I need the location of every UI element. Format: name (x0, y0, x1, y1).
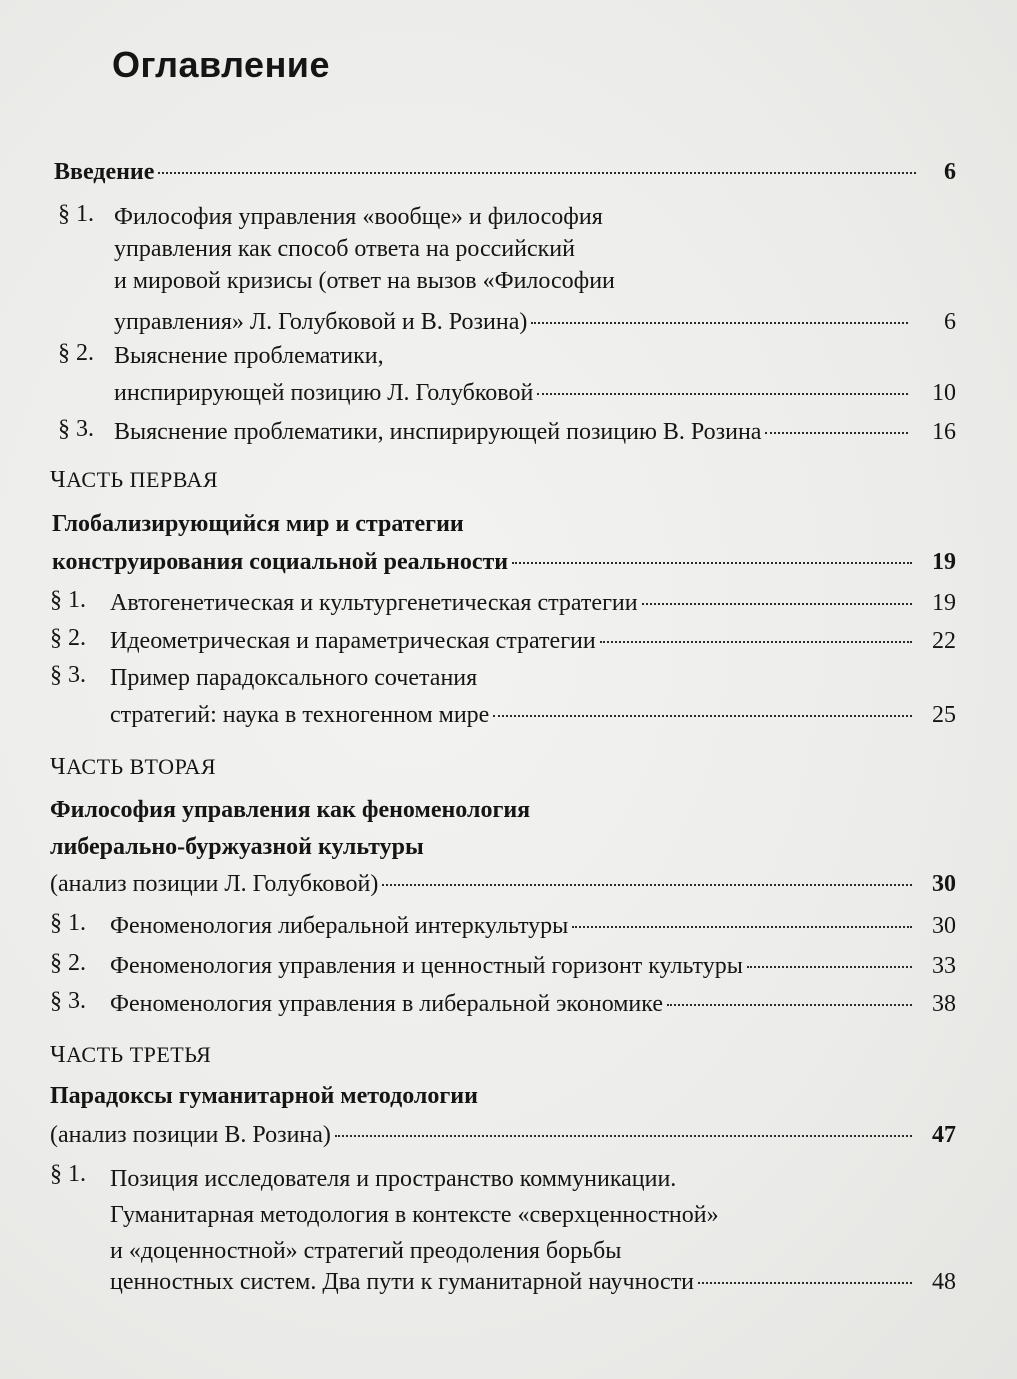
toc-entry[interactable] (114, 416, 956, 448)
leader-dots (667, 1004, 912, 1006)
leader-dots (493, 715, 912, 717)
entry-line: Выяснение проблематики, (114, 343, 384, 369)
entry-line: Философия управления «вообще» и философия (114, 204, 603, 230)
leader-dots (158, 172, 916, 174)
entry-line: Автогенетическая и культургенетическая стратегии (110, 590, 638, 616)
leader-dots (531, 322, 908, 324)
leader-dots (698, 1282, 912, 1284)
leader-dots (335, 1135, 912, 1137)
section-number: § 3. (50, 988, 86, 1014)
part-subtitle: (анализ позиции Л. Голубковой) (50, 871, 379, 897)
part-title[interactable] (50, 1080, 478, 1112)
page-number: 10 (932, 380, 956, 406)
intro-entry[interactable] (54, 156, 956, 188)
section-number: § 3. (50, 662, 86, 688)
section-number: § 2. (50, 950, 86, 976)
leader-dots (512, 562, 912, 564)
entry-line: и «доценностной» стратегий преодоления борьбы (110, 1238, 622, 1264)
section-number: § 2. (50, 625, 86, 651)
toc-entry-last-line[interactable] (114, 306, 956, 338)
section-number: § 2. (58, 340, 94, 366)
entry-line: Феноменология либеральной интеркультуры (110, 913, 569, 939)
intro-label: Введение (54, 159, 155, 185)
toc-entry[interactable] (110, 910, 956, 942)
toc-entry[interactable] (114, 340, 384, 372)
entry-line: Гуманитарная методология в контексте «сверхценностной» (110, 1202, 719, 1228)
part-subtitle-line[interactable] (50, 868, 956, 900)
leader-dots (537, 393, 908, 395)
section-number: § 1. (50, 910, 86, 936)
entry-line: управления как способ ответа на российский (114, 236, 575, 262)
page-number: 22 (932, 628, 956, 654)
section-number: § 1. (50, 587, 86, 613)
part-label: ЧАСТЬ ТРЕТЬЯ (50, 1042, 212, 1068)
leader-dots (642, 603, 912, 605)
toc-entry-last-line[interactable] (114, 377, 956, 409)
toc-entry[interactable] (110, 662, 477, 694)
leader-dots (382, 884, 912, 886)
page-number: 33 (932, 953, 956, 979)
entry-line: Феноменология управления в либеральной экономике (110, 991, 663, 1017)
page-number: 38 (932, 991, 956, 1017)
leader-dots (747, 966, 912, 968)
entry-line: инспирирующей позицию Л. Голубковой (114, 380, 534, 406)
page-title: Оглавление (112, 44, 330, 85)
toc-entry[interactable] (110, 587, 956, 619)
entry-line: и мировой кризисы (ответ на вызов «Философии (114, 268, 615, 294)
page-number: 25 (932, 702, 956, 728)
section-number: § 3. (58, 416, 94, 442)
toc-entry[interactable] (110, 988, 956, 1020)
page-number: 48 (932, 1269, 956, 1295)
part-title-last-line[interactable] (52, 546, 956, 578)
part-title-line: либерально-буржуазной культуры (50, 834, 424, 860)
toc-entry-last-line[interactable] (110, 1266, 956, 1298)
entry-line: Идеометрическая и параметрическая стратегии (110, 628, 596, 654)
entry-line: управления» Л. Голубковой и В. Розина) (114, 309, 528, 335)
page-number: 30 (932, 871, 956, 897)
part-title-line: Парадоксы гуманитарной методологии (50, 1083, 478, 1109)
toc-entry[interactable] (114, 201, 615, 297)
entry-line: ценностных систем. Два пути к гуманитарной научности (110, 1269, 695, 1295)
page-number: 19 (932, 549, 956, 575)
part-subtitle-line[interactable] (50, 1119, 956, 1151)
entry-line: Выяснение проблематики, инспирирующей позицию В. Розина (114, 419, 762, 445)
entry-line: стратегий: наука в техногенном мире (110, 702, 490, 728)
part-title-line: Философия управления как феноменология (50, 797, 531, 823)
entry-line: Позиция исследователя и пространство коммуникации. (110, 1166, 677, 1192)
section-number: § 1. (50, 1161, 86, 1187)
entry-line: Феноменология управления и ценностный горизонт культуры (110, 953, 743, 979)
page-number: 30 (932, 913, 956, 939)
part-label: ЧАСТЬ ПЕРВАЯ (50, 467, 219, 493)
part-title[interactable] (50, 792, 530, 866)
page-number: 47 (932, 1122, 956, 1148)
part-title-line: конструирования социальной реальности (52, 549, 509, 575)
section-number: § 1. (58, 201, 94, 227)
toc-entry[interactable] (110, 625, 956, 657)
leader-dots (572, 926, 912, 928)
leader-dots (600, 641, 912, 643)
leader-dots (765, 432, 908, 434)
part-subtitle: (анализ позиции В. Розина) (50, 1122, 331, 1148)
part-title[interactable] (52, 508, 464, 540)
toc-entry[interactable] (110, 950, 956, 982)
page-number: 19 (932, 590, 956, 616)
toc-entry-last-line[interactable] (110, 699, 956, 731)
part-title-line: Глобализирующийся мир и стратегии (52, 511, 464, 537)
part-label: ЧАСТЬ ВТОРАЯ (50, 754, 217, 780)
page-number: 16 (932, 419, 956, 445)
page-number: 6 (944, 159, 956, 185)
toc-entry[interactable] (110, 1161, 719, 1269)
page-number: 6 (944, 309, 956, 335)
entry-line: Пример парадоксального сочетания (110, 665, 478, 691)
